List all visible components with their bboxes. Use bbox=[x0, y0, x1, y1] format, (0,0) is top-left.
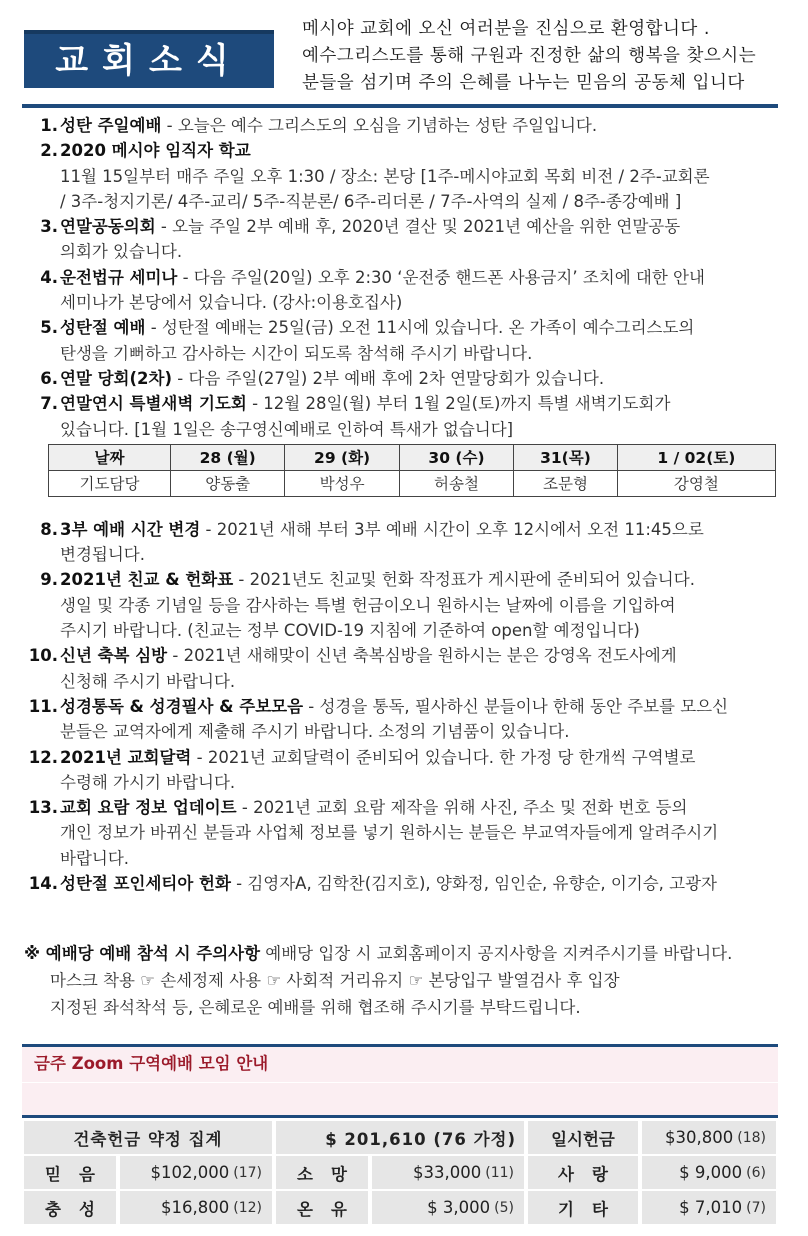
news-item bbox=[24, 694, 784, 745]
item-line bbox=[60, 315, 784, 340]
zoom-meeting-section bbox=[22, 1044, 778, 1118]
item-text: - 12월 28일(월) 부터 1월 2일(토)까지 특별 새벽기도회가 bbox=[246, 394, 671, 414]
item-text: - 2021년 교회 요람 제작을 위해 사진, 주소 및 전화 번호 등의 bbox=[236, 798, 688, 818]
item-text: 수령해 가시기 바랍니다. bbox=[60, 772, 236, 792]
item-heading: 연말연시 특별새벽 기도회 bbox=[60, 394, 247, 414]
table-cell: 기도담당 bbox=[49, 470, 171, 496]
item-text: 있습니다. [1월 1일은 송구영신예배로 인하여 특새가 없습니다] bbox=[60, 419, 514, 439]
item-number: 8. bbox=[40, 519, 58, 539]
item-number: 14. bbox=[28, 874, 58, 894]
item-text: - 2021년 새해맞이 신년 축복심방을 원하시는 분은 강영옥 전도사에게 bbox=[167, 646, 677, 666]
table-cell: 29 (화) bbox=[285, 444, 399, 470]
item-number: 10. bbox=[28, 646, 58, 666]
item-text: - 2021년 교회달력이 준비되어 있습니다. 한 가정 당 한개씩 구역별로 bbox=[191, 747, 696, 767]
item-heading: 2021년 친교 & 헌화표 bbox=[60, 570, 234, 590]
item-text: 탄생을 기뻐하고 감사하는 시간이 되도록 참석해 주시기 바랍니다. bbox=[60, 343, 533, 363]
item-number: 6. bbox=[40, 368, 58, 388]
item-text: - 2021년도 친교및 헌화 작정표가 게시판에 준비되어 있습니다. bbox=[233, 570, 695, 590]
item-text: - 성경을 통독, 필사하신 분들이나 한해 동안 주보를 모으신 bbox=[303, 696, 729, 716]
item-text: 세미나가 본당에서 있습니다. (강사:이용호집사) bbox=[60, 293, 403, 313]
pledge-total: $ 201,610 (76 가정) bbox=[276, 1121, 524, 1154]
item-heading: 2021년 교회달력 bbox=[60, 747, 192, 767]
item-number: 5. bbox=[40, 318, 58, 338]
bulletin-header bbox=[0, 0, 808, 108]
offering-category-label: 믿음 bbox=[24, 1156, 116, 1189]
item-text: 신청해 주시기 바랍니다. bbox=[60, 671, 236, 691]
page-title: 교회소식 bbox=[55, 41, 243, 81]
table-cell: 1 / 02(토) bbox=[617, 444, 775, 470]
news-item bbox=[24, 795, 784, 871]
item-line bbox=[60, 391, 784, 416]
offering-category-label: 온유 bbox=[276, 1191, 368, 1224]
item-text: - 김영자A, 김학찬(김지호), 양화정, 임인순, 유향순, 이기승, 고광자 bbox=[230, 874, 717, 894]
news-items-group-2 bbox=[24, 517, 784, 896]
temp-offering-amount: $30,800 (18) bbox=[642, 1121, 776, 1154]
item-heading: 성탄절 예배 bbox=[60, 318, 146, 338]
item-number: 12. bbox=[28, 747, 58, 767]
finance-rows bbox=[22, 1155, 778, 1225]
table-cell: 날짜 bbox=[49, 444, 171, 470]
item-number: 11. bbox=[28, 696, 58, 716]
item-heading: 성탄 주일예배 bbox=[60, 116, 162, 135]
item-text: - 2021년 새해 부터 3부 예배 시간이 오후 12시에서 오전 11:45으로 bbox=[200, 519, 704, 539]
offering-category-label: 충성 bbox=[24, 1191, 116, 1224]
item-heading: 성경통독 & 성경필사 & 주보모음 bbox=[60, 696, 304, 716]
news-item bbox=[24, 113, 784, 138]
offering-summary bbox=[22, 1120, 778, 1225]
news-item bbox=[24, 871, 784, 896]
item-number: 13. bbox=[28, 798, 58, 818]
news-items-group-1 bbox=[24, 113, 784, 442]
table-cell: 허송철 bbox=[399, 470, 513, 496]
item-text: - 성탄절 예배는 25일(금) 오전 11시에 있습니다. 온 가족이 예수그리스도의 bbox=[145, 318, 695, 338]
item-heading: 연말 당회(2차) bbox=[60, 368, 173, 388]
offering-category-amount: $102,000 (17) bbox=[120, 1156, 272, 1189]
table-row bbox=[49, 470, 776, 496]
item-line bbox=[60, 643, 784, 668]
news-item bbox=[24, 366, 784, 391]
item-number: 1. bbox=[40, 116, 58, 135]
item-line bbox=[60, 366, 784, 391]
welcome-message bbox=[302, 16, 792, 97]
item-text: 주시기 바랍니다. (친교는 정부 COVID-19 지침에 기준하여 open할 예정입니다) bbox=[60, 621, 640, 641]
offering-category-label: 기타 bbox=[528, 1191, 638, 1224]
item-text: - 오늘은 예수 그리스도의 오심을 기념하는 성탄 주일입니다. bbox=[161, 116, 598, 135]
table-cell: 박성우 bbox=[285, 470, 399, 496]
table-cell: 30 (수) bbox=[399, 444, 513, 470]
news-item bbox=[24, 265, 784, 316]
item-line bbox=[60, 795, 784, 820]
news-item bbox=[24, 214, 784, 265]
finance-row bbox=[22, 1190, 778, 1225]
item-line bbox=[60, 517, 784, 542]
item-line bbox=[60, 265, 784, 290]
news-item bbox=[24, 745, 784, 796]
news-item bbox=[24, 391, 784, 442]
offering-category-amount: $16,800 (12) bbox=[120, 1191, 272, 1224]
offering-category-label: 소망 bbox=[276, 1156, 368, 1189]
table-cell: 강영철 bbox=[617, 470, 775, 496]
offering-category-amount: $ 9,000 (6) bbox=[642, 1156, 776, 1189]
finance-row bbox=[22, 1120, 778, 1155]
table-cell: 조문형 bbox=[514, 470, 618, 496]
item-text: 11월 15일부터 매주 주일 오후 1:30 / 장소: 본당 [1주-메시야교회 목회 비전 / 2주-교회론 bbox=[60, 166, 710, 186]
offering-category-label: 사랑 bbox=[528, 1156, 638, 1189]
news-item bbox=[24, 643, 784, 694]
finance-row bbox=[22, 1155, 778, 1190]
welcome-line: 메시야 교회에 오신 여러분을 진심으로 환영합니다 . bbox=[302, 19, 710, 39]
item-heading: 운전법규 세미나 bbox=[60, 267, 178, 287]
item-text: 개인 정보가 바뀌신 분들과 사업체 정보를 넣기 원하시는 분들은 부교역자들에게 알려주시기 bbox=[60, 823, 719, 843]
item-number: 9. bbox=[40, 570, 58, 590]
item-line bbox=[60, 694, 784, 719]
item-line bbox=[60, 138, 784, 163]
offering-category-amount: $ 3,000 (5) bbox=[372, 1191, 524, 1224]
zoom-section-title: 금주 Zoom 구역예배 모임 안내 bbox=[22, 1047, 778, 1083]
item-text: 의회가 있습니다. bbox=[60, 242, 183, 262]
table-cell: 양동출 bbox=[171, 470, 285, 496]
news-list bbox=[24, 113, 784, 896]
item-line bbox=[60, 567, 784, 592]
item-heading: 연말공동의회 bbox=[60, 217, 156, 237]
news-item bbox=[24, 517, 784, 568]
item-heading: 교회 요람 정보 업데이트 bbox=[60, 798, 237, 818]
item-heading: 3부 예배 시간 변경 bbox=[60, 519, 201, 539]
item-number: 7. bbox=[40, 394, 58, 414]
item-text: - 다음 주일(27일) 2부 예배 후에 2차 연말당회가 있습니다. bbox=[172, 368, 605, 388]
item-number: 3. bbox=[40, 217, 58, 237]
item-line bbox=[60, 214, 784, 239]
item-number: 4. bbox=[40, 267, 58, 287]
item-number: 2. bbox=[40, 141, 58, 161]
item-heading: 성탄절 포인세티아 헌화 bbox=[60, 874, 231, 894]
table-cell: 31(목) bbox=[514, 444, 618, 470]
news-item bbox=[24, 567, 784, 643]
table-cell: 28 (월) bbox=[171, 444, 285, 470]
attendance-notice bbox=[24, 940, 784, 1021]
item-text: 바랍니다. bbox=[60, 848, 130, 868]
item-text: - 다음 주일(20일) 오후 2:30 ‘운전중 핸드폰 사용금지’ 조치에 대한 안내 bbox=[177, 267, 705, 287]
table-header-row bbox=[49, 444, 776, 470]
title-banner bbox=[24, 30, 274, 88]
temp-offering-label: 일시헌금 bbox=[528, 1121, 638, 1154]
item-text: / 3주-청지기론/ 4주-교리/ 5주-직분론/ 6주-리더론 / 7주-사역의 실제 / 8주-종강예배 ] bbox=[60, 191, 682, 211]
notice-text: 예배당 입장 시 교회홈페이지 공지사항을 지켜주시기를 바랍니다. bbox=[260, 944, 733, 963]
offering-category-amount: $33,000 (11) bbox=[372, 1156, 524, 1189]
welcome-line: 예수그리스도를 통해 구원과 진정한 삶의 행복을 찾으시는 bbox=[302, 46, 757, 66]
item-heading: 2020 메시야 임직자 학교 bbox=[60, 141, 251, 161]
news-item bbox=[24, 138, 784, 214]
news-item bbox=[24, 315, 784, 366]
offering-category-amount: $ 7,010 (7) bbox=[642, 1191, 776, 1224]
item-heading: 신년 축복 심방 bbox=[60, 646, 168, 666]
item-text: 분들은 교역자에게 제출해 주시기 바랍니다. 소정의 기념품이 있습니다. bbox=[60, 722, 570, 742]
notice-text: 마스크 착용 ☞ 손세정제 사용 ☞ 사회적 거리유지 ☞ 본당입구 발열검사 후 입장 bbox=[50, 971, 620, 990]
item-line bbox=[60, 745, 784, 770]
notice-text: 지정된 좌석착석 등, 은혜로운 예배를 위해 협조해 주시기를 부탁드립니다. bbox=[50, 998, 581, 1017]
item-text: 변경됩니다. bbox=[60, 545, 145, 565]
welcome-line: 분들을 섬기며 주의 은혜를 나누는 믿음의 공동체 입니다 bbox=[302, 73, 745, 93]
header-divider bbox=[22, 104, 778, 108]
pledge-label: 건축헌금 약정 집계 bbox=[24, 1121, 272, 1154]
item-line bbox=[60, 871, 784, 896]
notice-heading: ※ 예배당 예배 참석 시 주의사항 bbox=[24, 944, 261, 963]
item-text: 생일 및 각종 기념일 등을 감사하는 특별 헌금이오니 원하시는 날짜에 이름을 기입하여 bbox=[60, 595, 676, 615]
item-text: - 오늘 주일 2부 예배 후, 2020년 결산 및 2021년 예산을 위한 연말공동 bbox=[155, 217, 681, 237]
prayer-schedule-table bbox=[48, 444, 776, 497]
item-line bbox=[60, 113, 784, 138]
